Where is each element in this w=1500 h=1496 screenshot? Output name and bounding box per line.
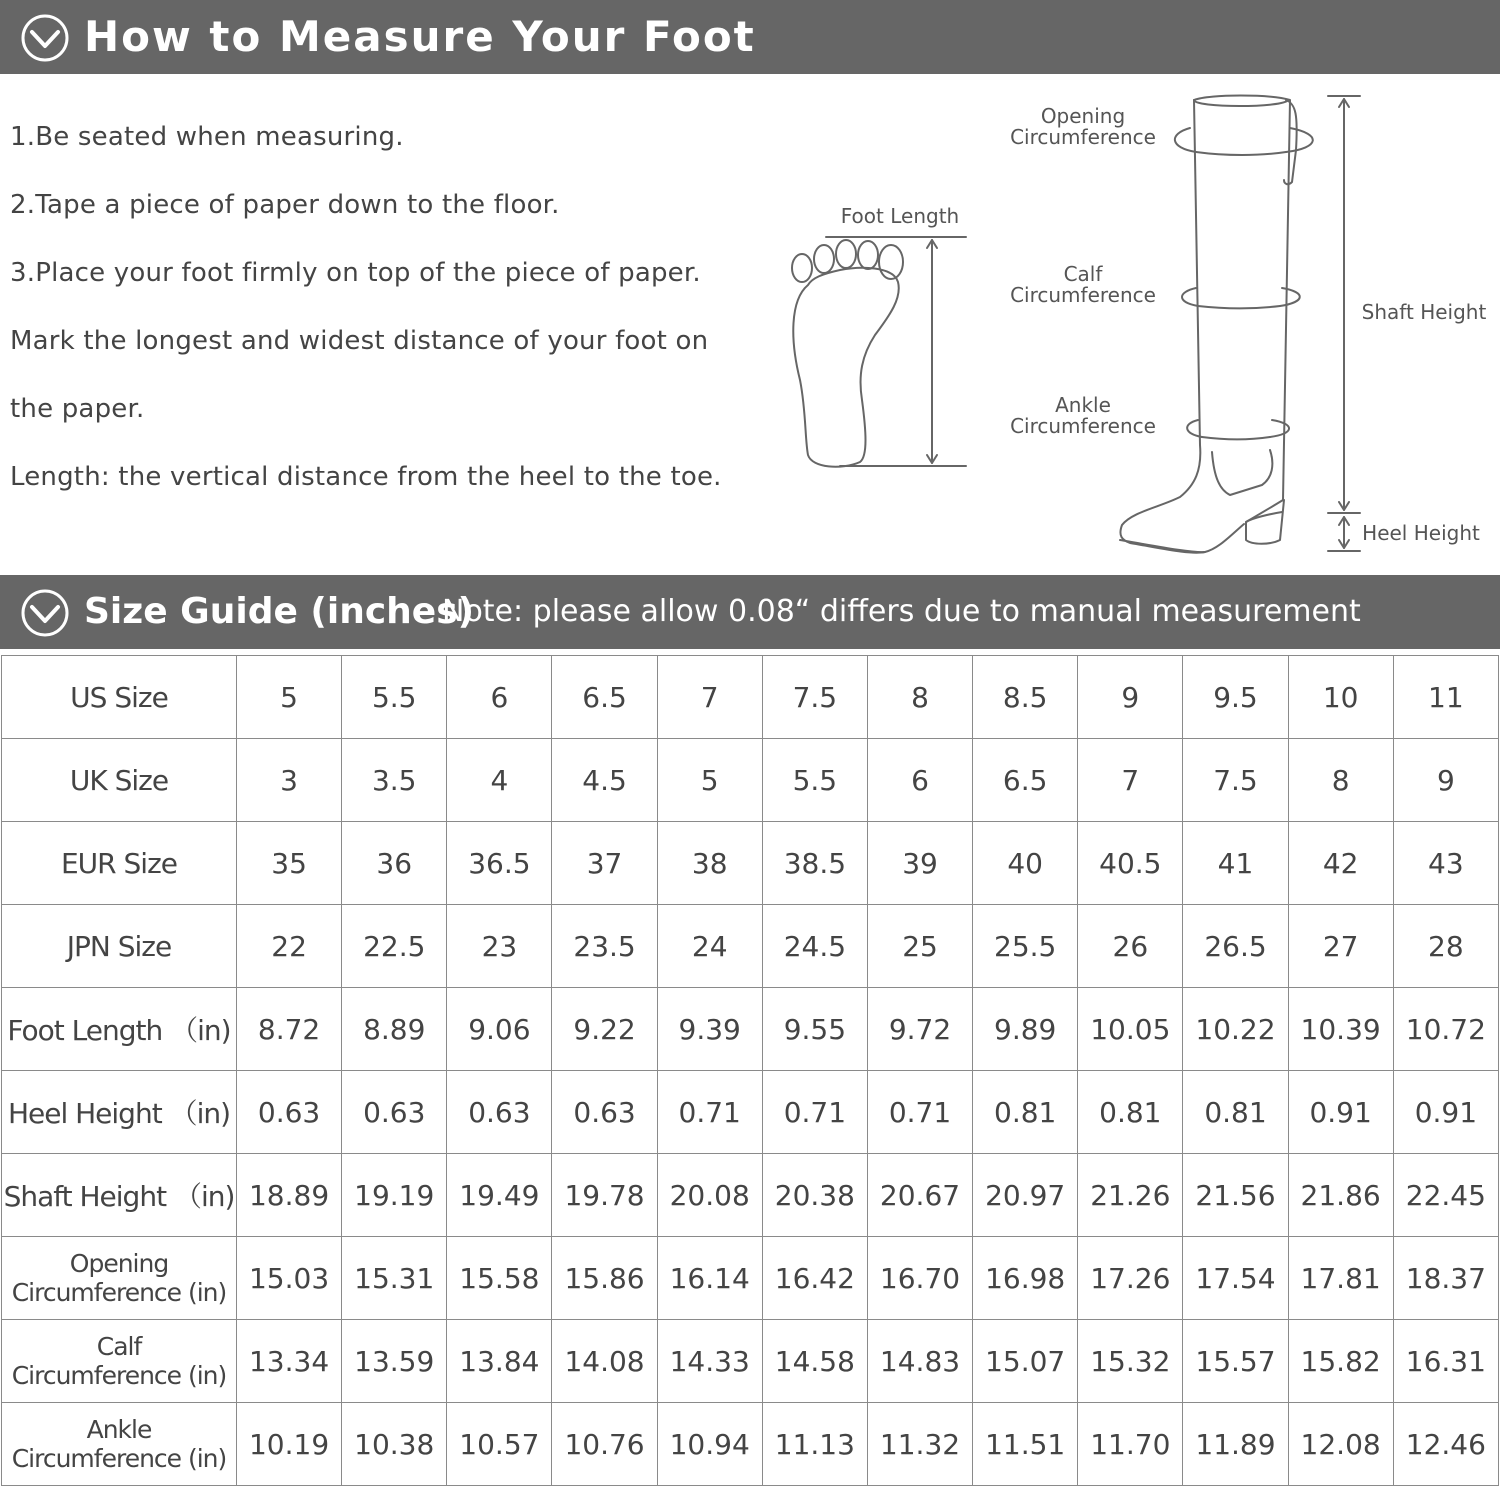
table-cell: 8.89 [342,988,447,1071]
table-cell: 10.38 [342,1403,447,1486]
row-header-line: Circumference (in) [11,1444,227,1473]
table-cell: 9.55 [762,988,867,1071]
row-header [2,1403,237,1486]
table-cell: 7.5 [1183,739,1288,822]
table-cell: 6 [867,739,972,822]
table-cell: 5.5 [762,739,867,822]
table-cell: 11.13 [762,1403,867,1486]
table-cell: 5 [657,739,762,822]
table-cell: 20.67 [867,1154,972,1237]
table-cell: 11.32 [867,1403,972,1486]
table-cell: 10.72 [1393,988,1498,1071]
table-cell: 21.86 [1288,1154,1393,1237]
table-row [2,905,1499,988]
table-row [2,739,1499,822]
table-cell: 8.72 [237,988,342,1071]
table-cell: 0.63 [237,1071,342,1154]
table-cell: 0.71 [657,1071,762,1154]
table-cell: 16.70 [867,1237,972,1320]
instruction-line: the paper. [10,394,145,424]
table-cell: 9.89 [973,988,1078,1071]
ankle-circumference-label: Ankle Circumference [1010,393,1156,438]
measurement-diagram [0,0,1500,580]
table-cell: 26 [1078,905,1183,988]
row-header-line: UK Size [69,763,169,797]
table-cell: 12.46 [1393,1403,1498,1486]
row-header [2,822,237,905]
table-cell: 3.5 [342,739,447,822]
table-cell: 24 [657,905,762,988]
table-cell: 15.31 [342,1237,447,1320]
table-cell: 23 [447,905,552,988]
row-header-line: Opening [69,1249,169,1278]
table-cell: 15.32 [1078,1320,1183,1403]
table-cell: 10 [1288,656,1393,739]
table-cell: 3 [237,739,342,822]
table-cell: 10.39 [1288,988,1393,1071]
table-cell: 15.86 [552,1237,657,1320]
table-cell: 15.07 [973,1320,1078,1403]
table-cell: 9.22 [552,988,657,1071]
table-cell: 4.5 [552,739,657,822]
row-header-line: Heel Height （in) [7,1097,231,1130]
table-cell: 9.39 [657,988,762,1071]
row-header-line: EUR Size [60,846,178,880]
table-cell: 0.63 [342,1071,447,1154]
table-cell: 27 [1288,905,1393,988]
table-cell: 6.5 [973,739,1078,822]
table-cell: 36.5 [447,822,552,905]
table-cell: 10.94 [657,1403,762,1486]
table-cell: 8.5 [973,656,1078,739]
table-row [2,1071,1499,1154]
table-cell: 10.57 [447,1403,552,1486]
table-cell: 11.89 [1183,1403,1288,1486]
row-header [2,656,237,739]
opening-circumference-label: Opening Circumference [1010,104,1156,149]
table-cell: 5 [237,656,342,739]
table-cell: 17.26 [1078,1237,1183,1320]
table-cell: 21.56 [1183,1154,1288,1237]
table-cell: 10.76 [552,1403,657,1486]
table-cell: 10.05 [1078,988,1183,1071]
table-cell: 15.57 [1183,1320,1288,1403]
table-cell: 22.45 [1393,1154,1498,1237]
table-cell: 28 [1393,905,1498,988]
table-cell: 0.71 [762,1071,867,1154]
table-cell: 0.91 [1393,1071,1498,1154]
table-cell: 4 [447,739,552,822]
table-cell: 23.5 [552,905,657,988]
table-cell: 14.83 [867,1320,972,1403]
instruction-line: 1.Be seated when measuring. [10,122,404,152]
table-cell: 26.5 [1183,905,1288,988]
table-cell: 20.08 [657,1154,762,1237]
table-cell: 14.08 [552,1320,657,1403]
row-header [2,1154,237,1237]
row-header [2,1237,237,1320]
table-cell: 11.51 [973,1403,1078,1486]
size-guide-note: Note: please allow 0.08“ differs due to manual measurement [442,594,1361,629]
row-header-line: JPN Size [66,929,172,963]
row-header-line: Calf [96,1332,142,1361]
table-cell: 18.37 [1393,1237,1498,1320]
table-cell: 16.42 [762,1237,867,1320]
table-cell: 17.54 [1183,1237,1288,1320]
table-cell: 12.08 [1288,1403,1393,1486]
table-row [2,1403,1499,1486]
row-header-line: Shaft Height （in) [3,1180,235,1213]
table-cell: 10.19 [237,1403,342,1486]
table-cell: 7 [657,656,762,739]
table-cell: 42 [1288,822,1393,905]
shaft-height-label: Shaft Height [1361,300,1487,324]
table-cell: 0.81 [1183,1071,1288,1154]
row-header-line: Foot Length （in) [7,1014,231,1047]
table-cell: 18.89 [237,1154,342,1237]
table-cell: 39 [867,822,972,905]
table-cell: 7 [1078,739,1183,822]
table-cell: 8 [867,656,972,739]
table-row [2,1237,1499,1320]
table-cell: 25 [867,905,972,988]
table-cell: 14.33 [657,1320,762,1403]
table-row [2,1320,1499,1403]
table-cell: 8 [1288,739,1393,822]
table-cell: 35 [237,822,342,905]
table-cell: 38.5 [762,822,867,905]
table-cell: 37 [552,822,657,905]
table-cell: 0.91 [1288,1071,1393,1154]
row-header-line: US Size [70,680,168,714]
table-cell: 0.81 [973,1071,1078,1154]
size-guide-header-banner [0,575,1500,649]
table-cell: 15.03 [237,1237,342,1320]
table-cell: 9.06 [447,988,552,1071]
table-cell: 0.63 [552,1071,657,1154]
size-table [1,655,1499,1486]
calf-circumference-label: Calf Circumference [1010,262,1156,307]
table-cell: 20.97 [973,1154,1078,1237]
row-header [2,988,237,1071]
table-cell: 9 [1393,739,1498,822]
boot-outline-icon [1120,96,1297,553]
table-row [2,1154,1499,1237]
table-cell: 0.63 [447,1071,552,1154]
instruction-line: 2.Tape a piece of paper down to the floor. [10,190,560,220]
table-cell: 9.72 [867,988,972,1071]
table-cell: 36 [342,822,447,905]
table-cell: 7.5 [762,656,867,739]
table-cell: 16.14 [657,1237,762,1320]
table-cell: 5.5 [342,656,447,739]
table-cell: 0.71 [867,1071,972,1154]
row-header [2,1071,237,1154]
heel-height-label: Heel Height [1362,521,1480,545]
measure-header-title: How to Measure Your Foot [84,12,756,61]
row-header-line: Ankle [86,1415,152,1444]
foot-outline-icon [792,240,903,467]
table-row [2,822,1499,905]
table-cell: 19.78 [552,1154,657,1237]
table-cell: 11 [1393,656,1498,739]
table-cell: 19.49 [447,1154,552,1237]
size-guide-title: Size Guide (inches) [84,591,475,632]
chevron-down-circle-icon [20,588,70,638]
table-cell: 11.70 [1078,1403,1183,1486]
table-cell: 13.34 [237,1320,342,1403]
table-cell: 15.58 [447,1237,552,1320]
table-cell: 14.58 [762,1320,867,1403]
table-row [2,656,1499,739]
table-cell: 6 [447,656,552,739]
table-cell: 9 [1078,656,1183,739]
row-header [2,739,237,822]
table-cell: 41 [1183,822,1288,905]
table-cell: 21.26 [1078,1154,1183,1237]
table-cell: 24.5 [762,905,867,988]
table-cell: 40 [973,822,1078,905]
table-cell: 13.59 [342,1320,447,1403]
table-row [2,988,1499,1071]
table-cell: 40.5 [1078,822,1183,905]
table-cell: 17.81 [1288,1237,1393,1320]
table-cell: 22.5 [342,905,447,988]
instruction-line: Mark the longest and widest distance of your foot on [10,326,709,356]
instruction-line: Length: the vertical distance from the heel to the toe. [10,462,722,492]
table-cell: 38 [657,822,762,905]
table-cell: 19.19 [342,1154,447,1237]
table-cell: 20.38 [762,1154,867,1237]
table-cell: 13.84 [447,1320,552,1403]
row-header-line: Circumference (in) [11,1278,227,1307]
table-cell: 25.5 [973,905,1078,988]
table-cell: 16.31 [1393,1320,1498,1403]
row-header-line: Circumference (in) [11,1361,227,1390]
table-cell: 15.82 [1288,1320,1393,1403]
row-header [2,1320,237,1403]
table-cell: 9.5 [1183,656,1288,739]
table-cell: 22 [237,905,342,988]
table-cell: 6.5 [552,656,657,739]
table-cell: 16.98 [973,1237,1078,1320]
table-cell: 10.22 [1183,988,1288,1071]
foot-length-label: Foot Length [840,204,960,228]
table-cell: 0.81 [1078,1071,1183,1154]
instruction-line: 3.Place your foot firmly on top of the piece of paper. [10,258,701,288]
table-cell: 43 [1393,822,1498,905]
row-header [2,905,237,988]
